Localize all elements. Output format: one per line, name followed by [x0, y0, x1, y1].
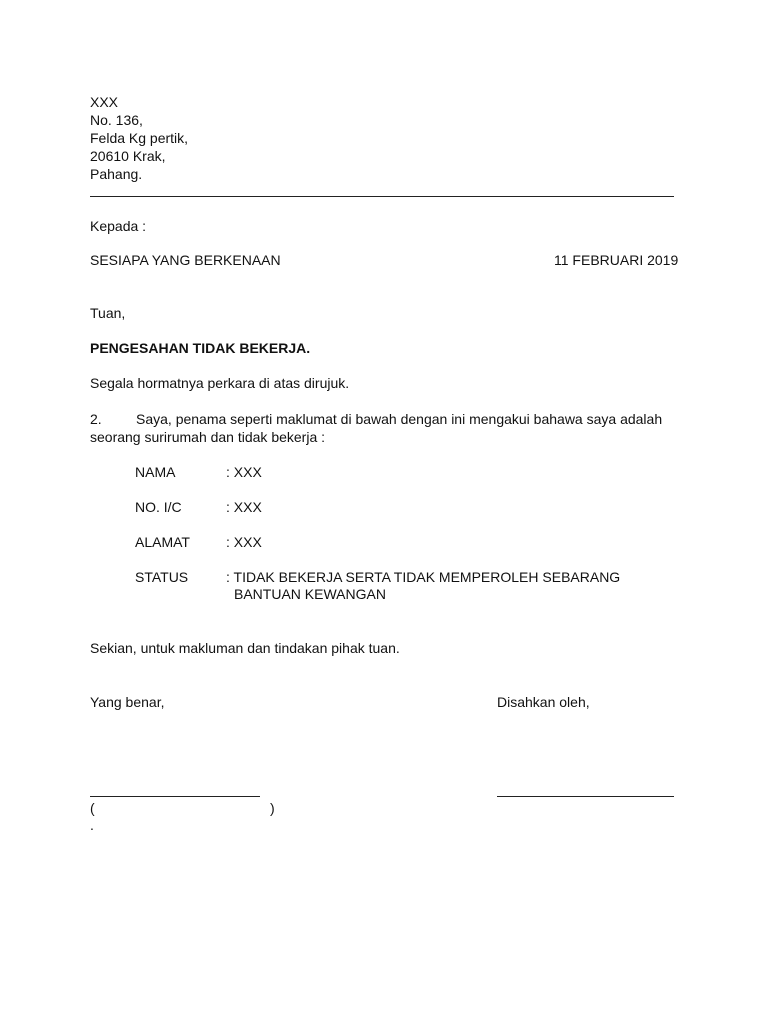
field-value-status: : TIDAK BEKERJA SERTA TIDAK MEMPEROLEH SEBARANG: [226, 569, 621, 585]
trailing-dot: .: [90, 817, 94, 833]
sender-line: 20610 Krak,: [90, 148, 166, 164]
field-label-status: STATUS: [135, 569, 189, 585]
signature-line-right: [497, 796, 674, 797]
closing-text: Sekian, untuk makluman dan tindakan pihak tuan.: [90, 640, 400, 656]
field-label-alamat: ALAMAT: [135, 534, 190, 550]
letter-date: 11 FEBRUARI 2019: [554, 252, 679, 268]
salutation: Tuan,: [90, 305, 126, 321]
signoff-right: Disahkan oleh,: [497, 694, 590, 710]
signoff-left: Yang benar,: [90, 694, 165, 710]
header-divider: [90, 196, 674, 197]
field-value-ic: : XXX: [226, 499, 262, 515]
sender-line: Felda Kg pertik,: [90, 130, 189, 146]
field-label-ic: NO. I/C: [135, 499, 182, 515]
paragraph-text-continued: seorang surirumah dan tidak bekerja :: [90, 429, 326, 445]
field-value-nama: : XXX: [226, 464, 262, 480]
sender-line: Pahang.: [90, 166, 143, 182]
intro-text: Segala hormatnya perkara di atas dirujuk.: [90, 375, 350, 391]
field-value-status-continued: BANTUAN KEWANGAN: [234, 586, 386, 602]
sender-line: No. 136,: [90, 112, 143, 128]
recipient-name: SESIAPA YANG BERKENAAN: [90, 252, 281, 268]
field-value-alamat: : XXX: [226, 534, 262, 550]
paragraph-2: [90, 410, 690, 446]
sender-address: [90, 93, 188, 183]
name-bracket-close: ): [270, 800, 275, 816]
name-bracket-open: (: [90, 800, 95, 816]
field-label-nama: NAMA: [135, 464, 176, 480]
paragraph-number: 2.: [90, 411, 102, 427]
paragraph-text: Saya, penama seperti maklumat di bawah dengan ini mengakui bahawa saya adalah: [136, 411, 663, 427]
signature-line-left: [90, 796, 260, 797]
subject-heading: PENGESAHAN TIDAK BEKERJA.: [90, 340, 311, 356]
kepada-label: Kepada :: [90, 218, 147, 234]
sender-line: XXX: [90, 94, 119, 110]
